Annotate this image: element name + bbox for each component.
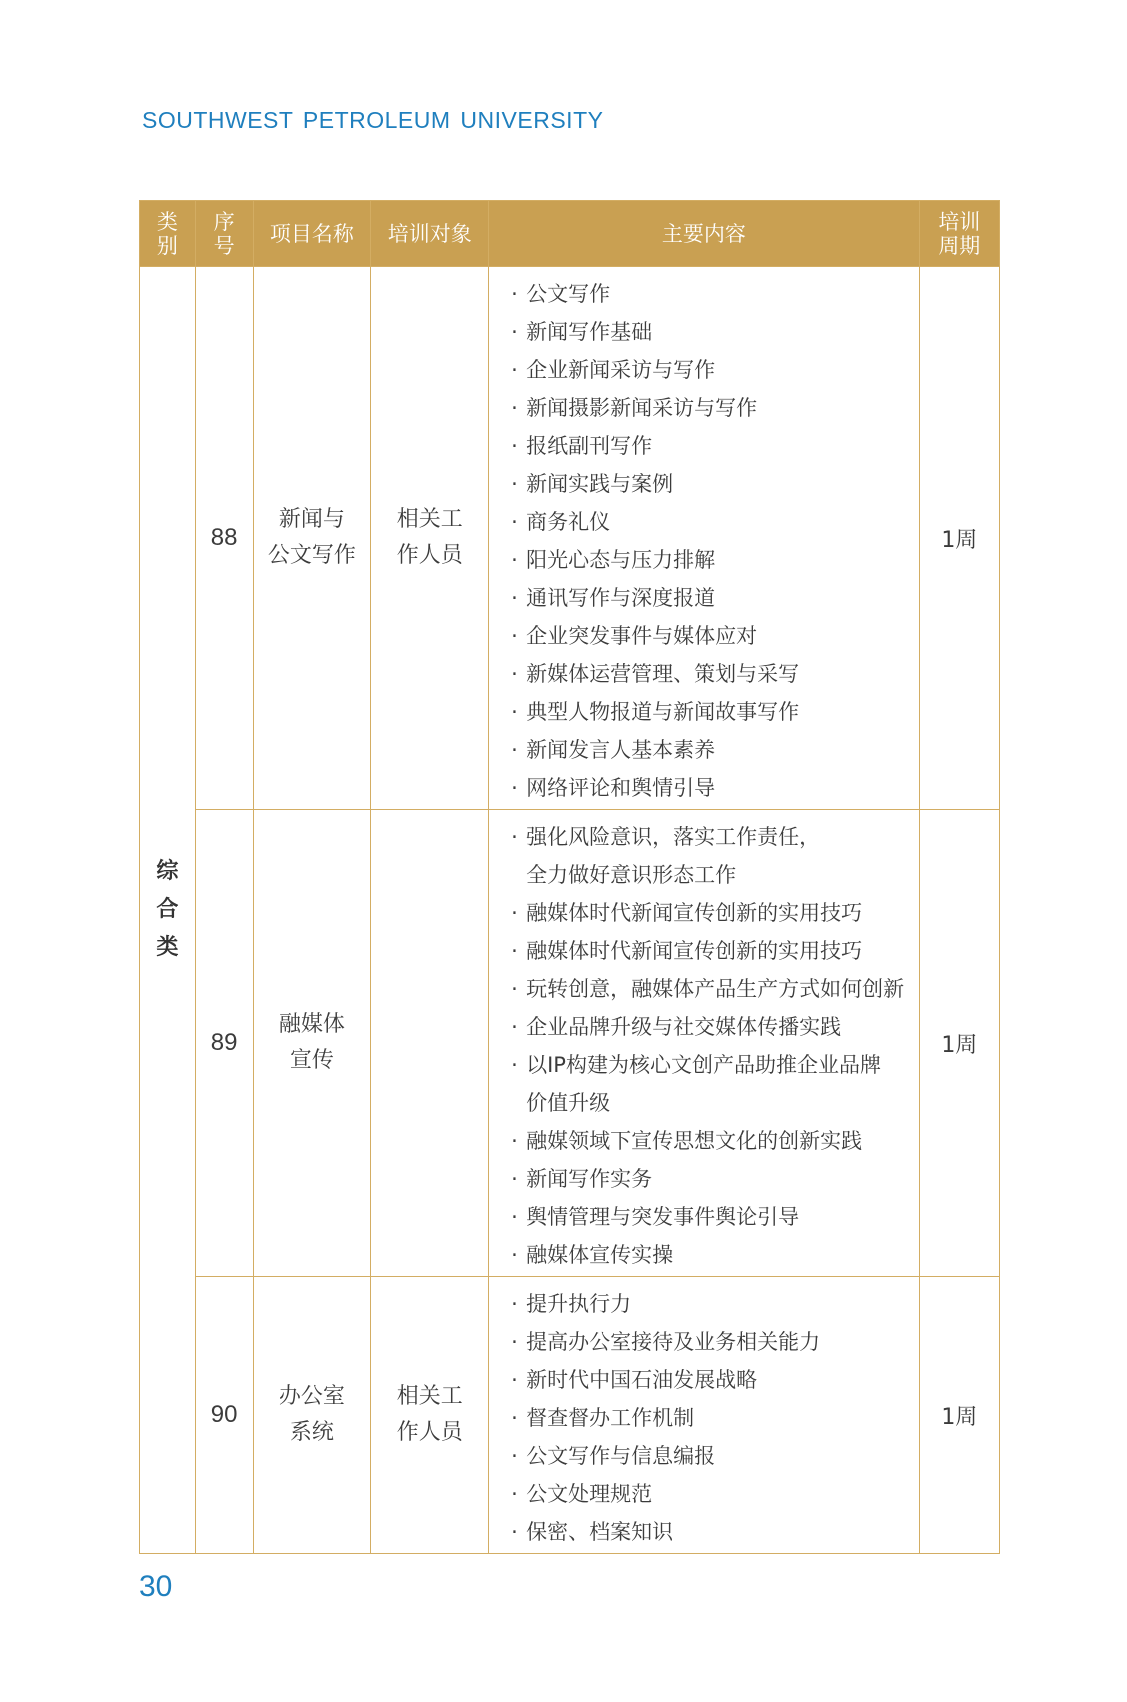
list-item: · 典型人物报道与新闻故事写作	[511, 693, 919, 731]
list-item: · 报纸副刊写作	[511, 427, 919, 465]
seq-cell: 89	[195, 810, 253, 1277]
table-row	[140, 810, 1000, 1277]
list-item: · 网络评论和舆情引导	[511, 769, 919, 807]
list-item: · 提升执行力	[511, 1285, 919, 1323]
table-row	[140, 1277, 1000, 1554]
list-item-continuation: 全力做好意识形态工作	[526, 863, 737, 887]
university-header: SOUTHWEST PETROLEUM UNIVERSITY	[142, 107, 604, 133]
list-item: · 融媒体宣传实操	[511, 1236, 919, 1274]
list-item: · 舆情管理与突发事件舆论引导	[511, 1198, 919, 1236]
list-item: · 商务礼仪	[511, 503, 919, 541]
list-item: · 玩转创意，融媒体产品生产方式如何创新	[511, 970, 919, 1008]
category-cell: 综 合 类	[140, 267, 196, 1554]
list-item: · 强化风险意识，落实工作责任，	[511, 818, 919, 856]
list-item: · 保密、档案知识	[511, 1513, 919, 1551]
list-item: · 新闻写作实务	[511, 1160, 919, 1198]
list-item: · 通讯写作与深度报道	[511, 579, 919, 617]
list-item: · 督查督办工作机制	[511, 1399, 919, 1437]
list-item: · 企业新闻采访与写作	[511, 351, 919, 389]
list-item: · 公文写作	[511, 275, 919, 313]
list-item: · 融媒体时代新闻宣传创新的实用技巧	[511, 894, 919, 932]
seq-cell: 88	[195, 267, 253, 810]
period-cell: 1周	[919, 810, 999, 1277]
period-cell: 1周	[919, 1277, 999, 1554]
list-item: · 新闻摄影新闻采访与写作	[511, 389, 919, 427]
content-cell	[489, 267, 920, 810]
table-row	[140, 267, 1000, 810]
list-item: · 融媒领域下宣传思想文化的创新实践	[511, 1122, 919, 1160]
list-item: · 新闻写作基础	[511, 313, 919, 351]
column-header-target: 培训对象	[371, 201, 489, 267]
content-cell	[489, 810, 920, 1277]
list-item: · 新闻发言人基本素养	[511, 731, 919, 769]
column-header-period: 培训 周期	[919, 201, 999, 267]
column-header-content: 主要内容	[489, 201, 920, 267]
list-item: · 新媒体运营管理、策划与采写	[511, 655, 919, 693]
project-name-cell: 新闻与 公文写作	[253, 267, 371, 810]
page-number: 30	[139, 1570, 173, 1603]
list-item: · 企业突发事件与媒体应对	[511, 617, 919, 655]
table-header-row	[140, 201, 1000, 267]
list-item: · 公文处理规范	[511, 1475, 919, 1513]
column-header-seq: 序 号	[195, 201, 253, 267]
list-item-continuation: 价值升级	[526, 1091, 611, 1115]
list-item: · 企业品牌升级与社交媒体传播实践	[511, 1008, 919, 1046]
list-item: · 公文写作与信息编报	[511, 1437, 919, 1475]
list-item: · 新时代中国石油发展战略	[511, 1361, 919, 1399]
target-cell: 相关工 作人员	[371, 267, 489, 810]
list-item: · 阳光心态与压力排解	[511, 541, 919, 579]
target-cell: 相关工 作人员	[371, 1277, 489, 1554]
seq-cell: 90	[195, 1277, 253, 1554]
list-item: · 新闻实践与案例	[511, 465, 919, 503]
content-cell	[489, 1277, 920, 1554]
project-name-cell: 办公室 系统	[253, 1277, 371, 1554]
period-cell: 1周	[919, 267, 999, 810]
column-header-name: 项目名称	[253, 201, 371, 267]
target-cell	[371, 810, 489, 1277]
training-course-table	[139, 200, 1000, 1554]
list-item: · 融媒体时代新闻宣传创新的实用技巧	[511, 932, 919, 970]
project-name-cell: 融媒体 宣传	[253, 810, 371, 1277]
list-item: · 提高办公室接待及业务相关能力	[511, 1323, 919, 1361]
column-header-category: 类 别	[140, 201, 196, 267]
list-item: · 以IP构建为核心文创产品助推企业品牌	[511, 1046, 919, 1084]
